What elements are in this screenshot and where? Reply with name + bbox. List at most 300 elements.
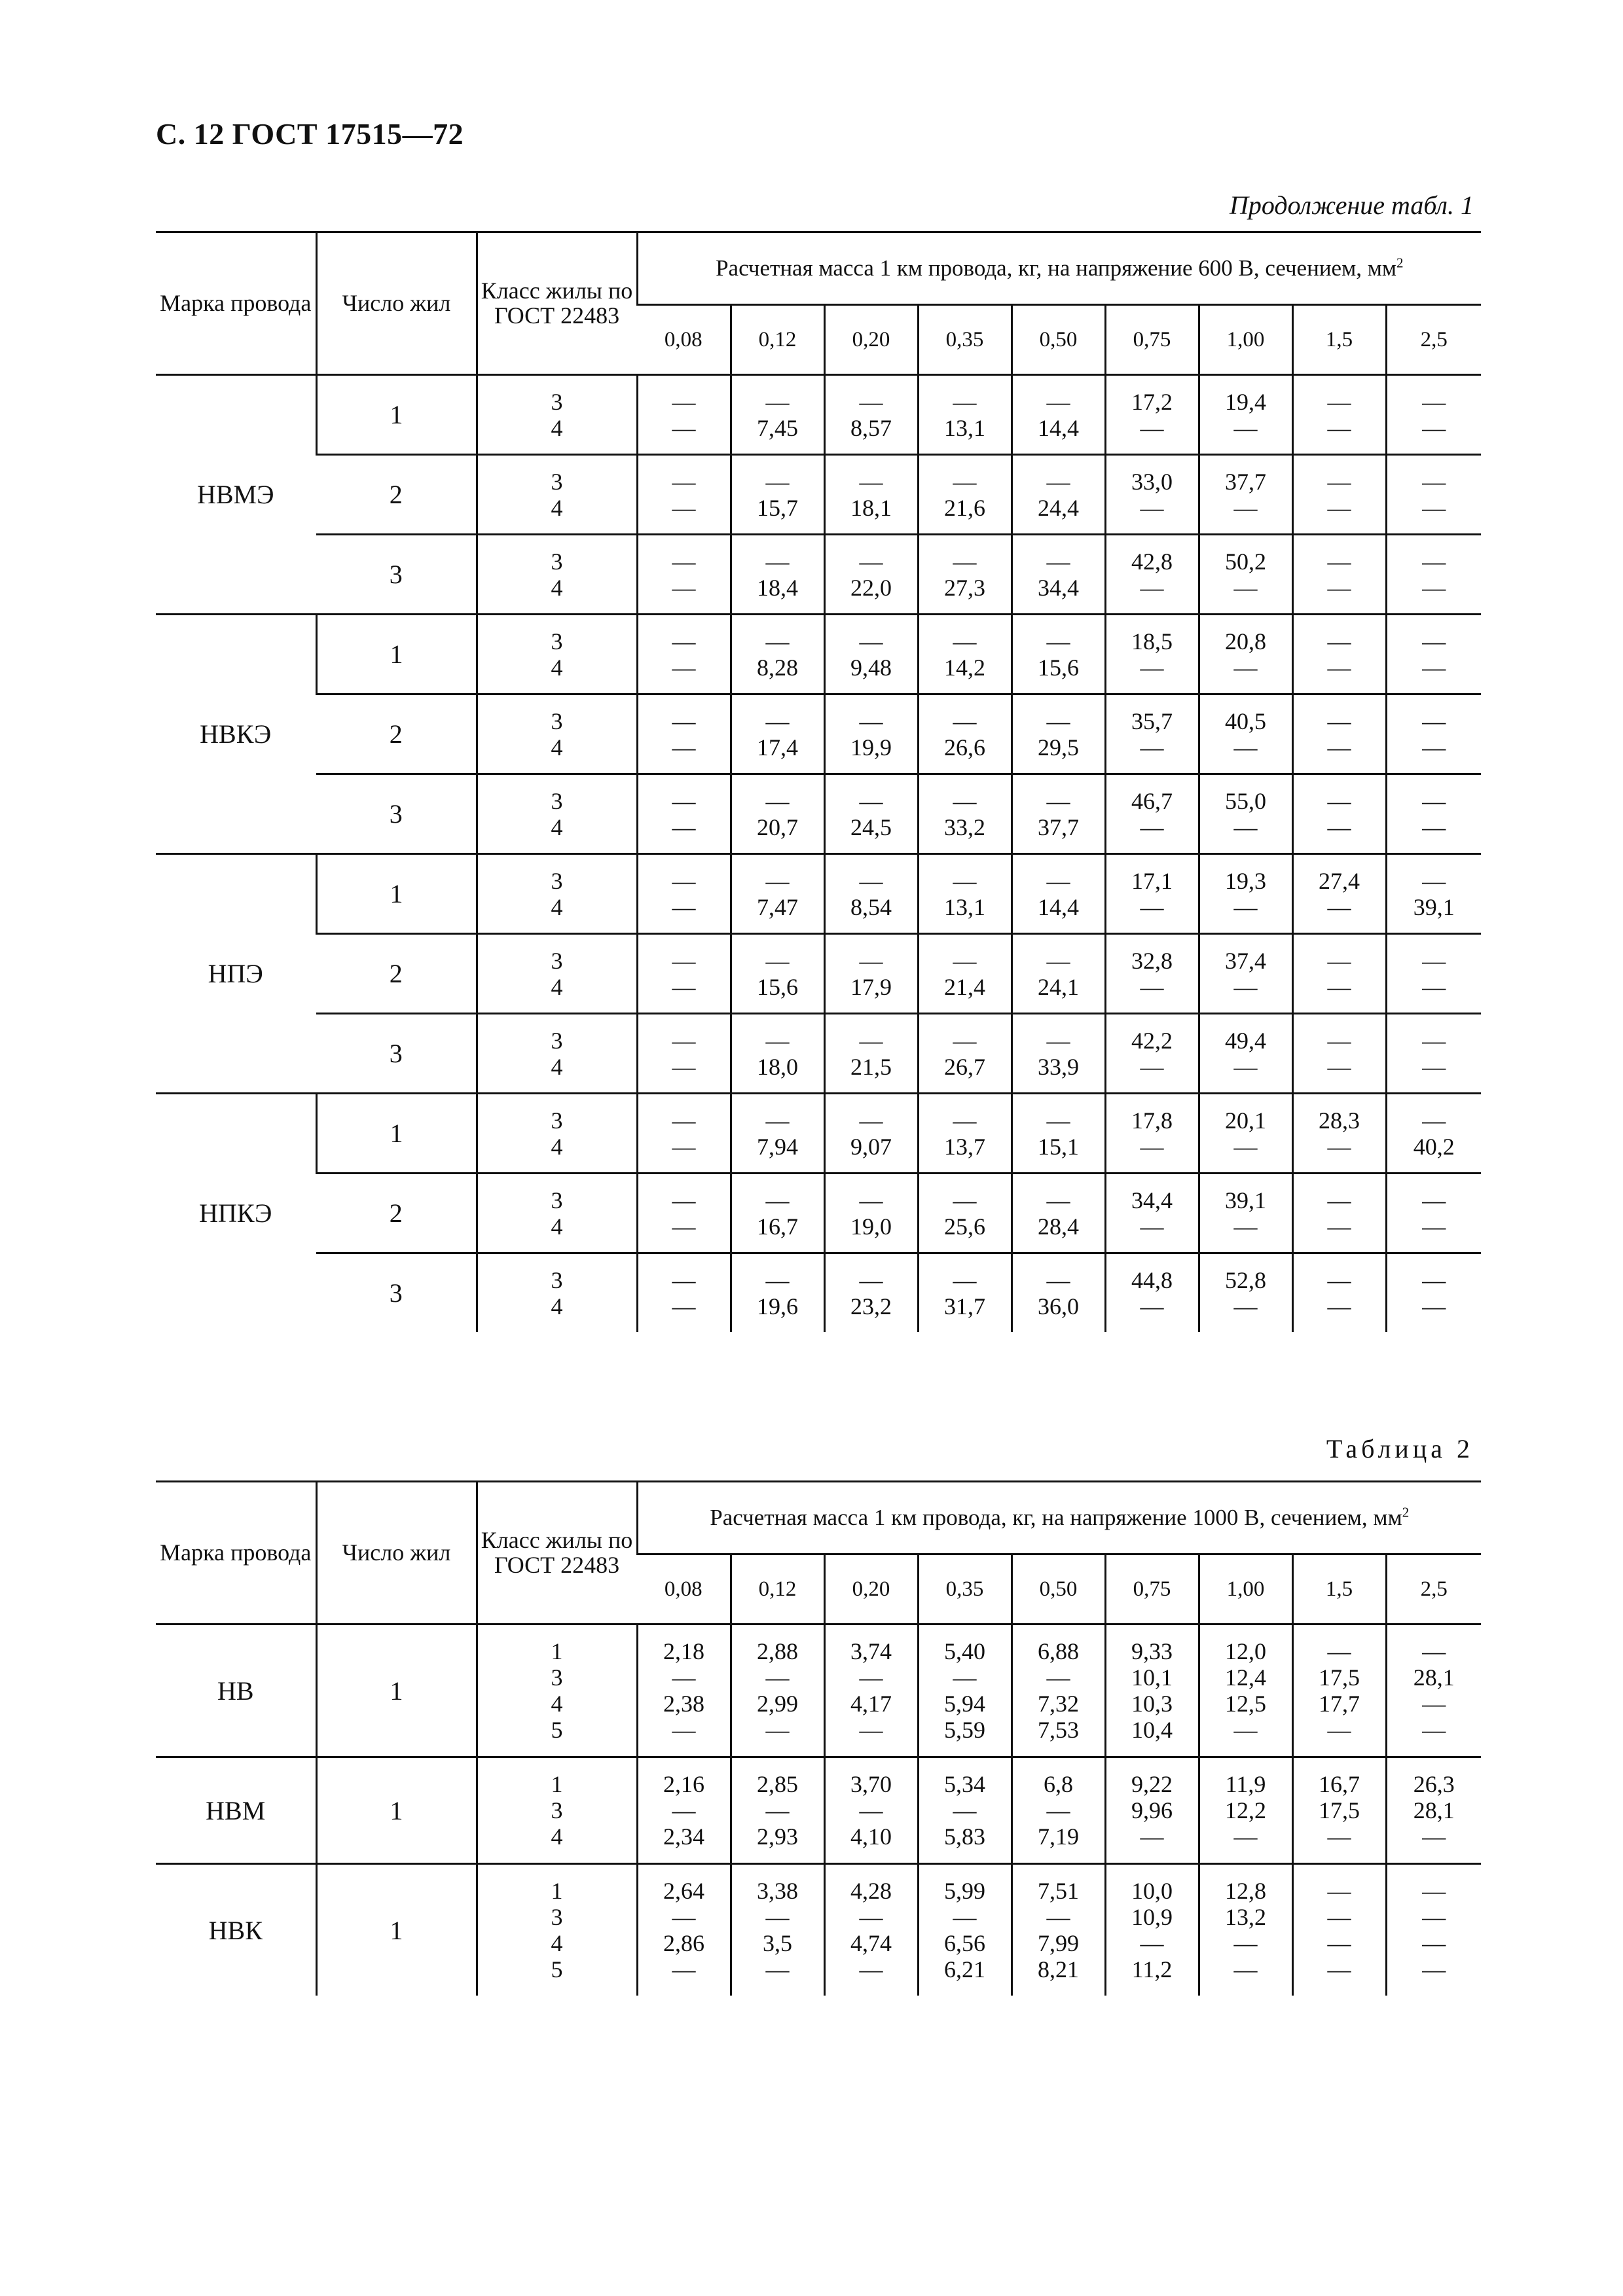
mass-value: 37,4 xyxy=(1225,947,1266,974)
mass-value: 12,8 xyxy=(1225,1878,1266,1904)
mass-value: 7,19 xyxy=(1038,1823,1079,1850)
mass-cell xyxy=(637,1624,731,1757)
mass-value: — xyxy=(672,1053,696,1080)
mass-cell xyxy=(1012,1094,1105,1174)
mass-value: 11,2 xyxy=(1131,1956,1173,1982)
mass-value: — xyxy=(765,1717,790,1743)
mass-value: — xyxy=(1233,814,1258,840)
mass-value: — xyxy=(1422,654,1446,681)
mass-cell xyxy=(637,1174,731,1253)
mass-value: 19,4 xyxy=(1225,388,1266,415)
mass-value: — xyxy=(672,893,696,920)
mass-value: 31,7 xyxy=(944,1293,985,1319)
mass-value: 18,0 xyxy=(757,1053,798,1080)
mass-cell xyxy=(637,1014,731,1094)
mass-value: — xyxy=(1046,1187,1070,1213)
mass-value: — xyxy=(1327,1930,1351,1956)
mass-cell xyxy=(731,535,824,615)
mass-value: — xyxy=(765,1664,790,1691)
mass-cell xyxy=(1105,1014,1199,1094)
mass-value: — xyxy=(1327,1027,1351,1054)
core-class xyxy=(477,934,637,1014)
mass-value: — xyxy=(1140,1293,1164,1319)
mass-cell xyxy=(1292,1864,1386,1996)
table-row xyxy=(156,1014,1481,1094)
mass-cell xyxy=(1199,1624,1292,1757)
mass-cell xyxy=(1386,1864,1481,1996)
mass-value: — xyxy=(765,708,790,734)
mass-cell xyxy=(1386,1014,1481,1094)
mass-value: — xyxy=(859,1266,883,1293)
table-row xyxy=(156,1624,1481,1757)
wire-mark: НПКЭ xyxy=(156,1094,316,1333)
mass-value: 18,5 xyxy=(1131,628,1173,655)
mass-value: — xyxy=(672,1293,696,1319)
mass-cell xyxy=(731,934,824,1014)
mass-value: 37,7 xyxy=(1225,468,1266,495)
core-class-value: 1 xyxy=(551,1878,563,1904)
mass-value: — xyxy=(672,1133,696,1160)
mass-header-text: Расчетная масса 1 км провода, кг, на напряжение 1000 В, сечением, мм xyxy=(710,1504,1402,1530)
mass-value: 46,7 xyxy=(1131,787,1173,814)
mass-value: 5,83 xyxy=(944,1823,985,1850)
core-class xyxy=(477,455,637,535)
col-class-header: Класс жилы по ГОСТ 22483 xyxy=(477,1482,637,1624)
mass-value: 9,07 xyxy=(850,1133,892,1160)
mass-value: 8,28 xyxy=(757,654,798,681)
mass-value: 42,2 xyxy=(1131,1027,1173,1054)
mass-value: — xyxy=(953,1904,977,1930)
mass-cell xyxy=(1012,1253,1105,1333)
mass-cell xyxy=(637,934,731,1014)
table-row xyxy=(156,694,1481,774)
mass-value: 6,8 xyxy=(1044,1771,1073,1797)
mass-value: 29,5 xyxy=(1038,734,1079,761)
mass-value: 4,17 xyxy=(850,1691,892,1717)
mass-value: 10,4 xyxy=(1131,1717,1173,1743)
mass-cell xyxy=(1105,694,1199,774)
mass-cell xyxy=(1292,1757,1386,1864)
mass-value: — xyxy=(1046,628,1070,655)
core-class xyxy=(477,1864,637,1996)
mass-value: 14,4 xyxy=(1038,893,1079,920)
col-class-header: Класс жилы по ГОСТ 22483 xyxy=(477,232,637,375)
mass-cell xyxy=(637,1864,731,1996)
mass-value: — xyxy=(672,628,696,655)
mass-value: — xyxy=(672,1904,696,1930)
col-count-header: Число жил xyxy=(316,1482,477,1624)
mass-cell xyxy=(1386,934,1481,1014)
mass-value: — xyxy=(1422,1266,1446,1293)
mass-cell xyxy=(1292,854,1386,934)
mass-cell xyxy=(731,774,824,854)
core-class xyxy=(477,1014,637,1094)
mass-value: — xyxy=(672,1027,696,1054)
mass-value: — xyxy=(1327,814,1351,840)
mass-value: — xyxy=(1140,414,1164,441)
section-header: 0,20 xyxy=(824,1554,918,1624)
mass-cell xyxy=(1386,1174,1481,1253)
mass-value: 15,1 xyxy=(1038,1133,1079,1160)
mass-value: — xyxy=(1140,734,1164,761)
mass-value: 14,4 xyxy=(1038,414,1079,441)
mass-value: — xyxy=(672,734,696,761)
section-header: 1,5 xyxy=(1292,1554,1386,1624)
core-class xyxy=(477,1253,637,1333)
table-row xyxy=(156,774,1481,854)
mass-cell xyxy=(1386,774,1481,854)
section-header: 0,75 xyxy=(1105,305,1199,375)
mass-cell xyxy=(637,694,731,774)
core-class-value: 3 xyxy=(551,1664,563,1691)
core-class-value: 3 xyxy=(551,1797,563,1823)
mass-cell xyxy=(1386,1757,1481,1864)
core-class-value: 4 xyxy=(551,1213,563,1240)
mass-value: — xyxy=(672,574,696,601)
mass-value: 2,86 xyxy=(663,1930,704,1956)
mass-value: — xyxy=(672,1187,696,1213)
mass-value: 9,22 xyxy=(1131,1771,1173,1797)
mass-value: — xyxy=(765,1107,790,1134)
section-header: 1,00 xyxy=(1199,305,1292,375)
mass-value: — xyxy=(1046,1027,1070,1054)
core-class-value: 3 xyxy=(551,1904,563,1930)
mass-value: — xyxy=(1233,494,1258,521)
table-row xyxy=(156,455,1481,535)
mass-value: 3,5 xyxy=(763,1930,792,1956)
mass-value: — xyxy=(1327,1904,1351,1930)
mass-value: 16,7 xyxy=(1319,1771,1360,1797)
mass-value: — xyxy=(672,654,696,681)
section-header: 2,5 xyxy=(1386,1554,1481,1624)
mass-value: 52,8 xyxy=(1225,1266,1266,1293)
mass-value: — xyxy=(953,1027,977,1054)
mass-value: 12,4 xyxy=(1225,1664,1266,1691)
mass-value: — xyxy=(1422,468,1446,495)
core-class-value: 3 xyxy=(551,787,563,814)
mass-value: — xyxy=(1046,1797,1070,1823)
mass-cell xyxy=(918,1864,1012,1996)
mass-value: — xyxy=(1046,388,1070,415)
mass-cell xyxy=(1012,694,1105,774)
wire-mark: НВКЭ xyxy=(156,615,316,854)
table-row xyxy=(156,1253,1481,1333)
mass-value: — xyxy=(1422,1956,1446,1982)
mass-cell xyxy=(1386,455,1481,535)
mass-value: — xyxy=(1422,973,1446,1000)
mass-value: — xyxy=(672,1107,696,1134)
mass-value: — xyxy=(1422,1638,1446,1664)
mass-value: — xyxy=(1233,1053,1258,1080)
mass-value: — xyxy=(672,708,696,734)
mass-cell xyxy=(637,1094,731,1174)
mass-value: 3,38 xyxy=(757,1878,798,1904)
mass-value: 17,8 xyxy=(1131,1107,1173,1134)
mass-cell xyxy=(918,455,1012,535)
mass-value: 16,7 xyxy=(757,1213,798,1240)
mass-value: — xyxy=(953,1797,977,1823)
core-count: 3 xyxy=(316,535,477,615)
mass-cell xyxy=(824,854,918,934)
mass-value: 9,48 xyxy=(850,654,892,681)
core-count: 1 xyxy=(316,1624,477,1757)
table-row xyxy=(156,1864,1481,1996)
mass-value: — xyxy=(1327,1213,1351,1240)
core-class-value: 4 xyxy=(551,973,563,1000)
core-class-value: 3 xyxy=(551,867,563,894)
mass-cell xyxy=(1386,854,1481,934)
mass-cell xyxy=(1105,375,1199,455)
core-class-value: 1 xyxy=(551,1771,563,1797)
core-class-value: 3 xyxy=(551,468,563,495)
mass-value: — xyxy=(1046,787,1070,814)
mass-value: 26,6 xyxy=(944,734,985,761)
mass-value: 28,1 xyxy=(1413,1664,1455,1691)
mass-value: 24,4 xyxy=(1038,494,1079,521)
mass-value: — xyxy=(1327,1956,1351,1982)
core-count: 2 xyxy=(316,455,477,535)
mass-cell xyxy=(1386,1094,1481,1174)
mass-header-sup: 2 xyxy=(1396,254,1404,270)
mass-cell xyxy=(824,1253,918,1333)
mass-header-text: Расчетная масса 1 км провода, кг, на напряжение 600 В, сечением, мм xyxy=(716,255,1397,281)
mass-value: 13,1 xyxy=(944,893,985,920)
mass-value: — xyxy=(953,1107,977,1134)
mass-cell xyxy=(1292,615,1386,694)
mass-value: 6,88 xyxy=(1038,1638,1079,1664)
col-mark-header: Марка провода xyxy=(156,1482,316,1624)
mass-value: — xyxy=(1327,1717,1351,1743)
mass-header-sup: 2 xyxy=(1402,1503,1410,1520)
section-header: 0,08 xyxy=(637,305,731,375)
mass-value: 2,88 xyxy=(757,1638,798,1664)
mass-cell xyxy=(824,1864,918,1996)
mass-value: — xyxy=(672,973,696,1000)
mass-value: — xyxy=(1233,1823,1258,1850)
mass-value: — xyxy=(672,1717,696,1743)
mass-value: — xyxy=(1422,1187,1446,1213)
mass-value: — xyxy=(859,708,883,734)
mass-value: 9,33 xyxy=(1131,1638,1173,1664)
mass-value: — xyxy=(1046,1107,1070,1134)
mass-cell xyxy=(637,455,731,535)
mass-cell xyxy=(1199,694,1292,774)
mass-value: — xyxy=(672,1213,696,1240)
mass-value: 50,2 xyxy=(1225,548,1266,575)
core-count: 1 xyxy=(316,854,477,934)
mass-value: — xyxy=(859,787,883,814)
mass-value: 34,4 xyxy=(1038,574,1079,601)
mass-cell xyxy=(1199,1253,1292,1333)
mass-value: 25,6 xyxy=(944,1213,985,1240)
mass-value: 8,57 xyxy=(850,414,892,441)
mass-cell xyxy=(918,375,1012,455)
mass-value: 26,7 xyxy=(944,1053,985,1080)
mass-value: — xyxy=(765,388,790,415)
mass-value: 21,5 xyxy=(850,1053,892,1080)
mass-value: — xyxy=(1422,414,1446,441)
mass-cell xyxy=(1292,774,1386,854)
wire-mark: НВМ xyxy=(156,1757,316,1864)
mass-value: — xyxy=(1327,574,1351,601)
core-class xyxy=(477,1094,637,1174)
table-row xyxy=(156,1174,1481,1253)
table-row xyxy=(156,854,1481,934)
mass-value: — xyxy=(1046,1664,1070,1691)
core-class xyxy=(477,615,637,694)
mass-value: — xyxy=(1327,628,1351,655)
mass-value: 4,74 xyxy=(850,1930,892,1956)
core-class xyxy=(477,694,637,774)
mass-value: — xyxy=(1140,1213,1164,1240)
mass-value: — xyxy=(1233,1956,1258,1982)
mass-value: — xyxy=(1422,1107,1446,1134)
mass-value: — xyxy=(672,414,696,441)
mass-value: 49,4 xyxy=(1225,1027,1266,1054)
mass-value: — xyxy=(1233,1717,1258,1743)
mass-value: — xyxy=(859,468,883,495)
mass-cell xyxy=(1292,535,1386,615)
section-header: 0,35 xyxy=(918,1554,1012,1624)
mass-value: — xyxy=(859,1956,883,1982)
mass-value: 6,56 xyxy=(944,1930,985,1956)
mass-cell xyxy=(1012,1864,1105,1996)
mass-value: — xyxy=(765,787,790,814)
mass-value: 13,1 xyxy=(944,414,985,441)
table-row xyxy=(156,934,1481,1014)
mass-cell xyxy=(1012,854,1105,934)
mass-cell xyxy=(1012,615,1105,694)
core-class-value: 3 xyxy=(551,1266,563,1293)
mass-cell xyxy=(1105,455,1199,535)
core-class-value: 4 xyxy=(551,734,563,761)
mass-value: — xyxy=(859,1187,883,1213)
mass-cell xyxy=(1105,1253,1199,1333)
mass-value: — xyxy=(859,1107,883,1134)
core-class xyxy=(477,1757,637,1864)
mass-value: 8,54 xyxy=(850,893,892,920)
mass-value: — xyxy=(765,947,790,974)
mass-value: — xyxy=(1233,654,1258,681)
mass-value: 21,4 xyxy=(944,973,985,1000)
mass-value: — xyxy=(1140,1133,1164,1160)
mass-value: 34,4 xyxy=(1131,1187,1173,1213)
table-row xyxy=(156,1094,1481,1174)
mass-value: 26,3 xyxy=(1413,1771,1455,1797)
core-class-value: 3 xyxy=(551,947,563,974)
mass-value: — xyxy=(672,468,696,495)
mass-cell xyxy=(637,615,731,694)
mass-value: — xyxy=(672,548,696,575)
table1 xyxy=(156,231,1481,1332)
mass-value: — xyxy=(1233,973,1258,1000)
mass-value: 5,40 xyxy=(944,1638,985,1664)
mass-value: 6,21 xyxy=(944,1956,985,1982)
mass-cell xyxy=(824,455,918,535)
mass-cell xyxy=(824,375,918,455)
mass-value: — xyxy=(1140,1930,1164,1956)
core-count: 1 xyxy=(316,1864,477,1996)
mass-cell xyxy=(1292,1624,1386,1757)
mass-value: 13,2 xyxy=(1225,1904,1266,1930)
mass-cell xyxy=(637,1253,731,1333)
mass-value: — xyxy=(859,867,883,894)
mass-value: — xyxy=(953,388,977,415)
mass-value: 33,2 xyxy=(944,814,985,840)
mass-value: 2,64 xyxy=(663,1878,704,1904)
col-count-header: Число жил xyxy=(316,232,477,375)
mass-value: 39,1 xyxy=(1413,893,1455,920)
mass-value: — xyxy=(1422,574,1446,601)
mass-cell xyxy=(1105,934,1199,1014)
mass-cell xyxy=(824,774,918,854)
mass-value: — xyxy=(1233,574,1258,601)
mass-value: — xyxy=(1422,867,1446,894)
mass-value: 24,5 xyxy=(850,814,892,840)
mass-cell xyxy=(918,1014,1012,1094)
section-header: 2,5 xyxy=(1386,305,1481,375)
mass-value: — xyxy=(1327,1823,1351,1850)
core-class-value: 4 xyxy=(551,1691,563,1717)
mass-cell xyxy=(1199,854,1292,934)
mass-value: 15,6 xyxy=(1038,654,1079,681)
mass-value: 7,94 xyxy=(757,1133,798,1160)
mass-cell xyxy=(637,1757,731,1864)
mass-value: — xyxy=(1140,574,1164,601)
mass-value: — xyxy=(1046,708,1070,734)
mass-cell xyxy=(637,375,731,455)
section-header: 0,20 xyxy=(824,305,918,375)
mass-cell xyxy=(731,615,824,694)
table1-body xyxy=(156,375,1481,1333)
core-class-value: 4 xyxy=(551,654,563,681)
core-count: 3 xyxy=(316,774,477,854)
mass-value: 22,0 xyxy=(850,574,892,601)
mass-value: — xyxy=(765,1797,790,1823)
mass-cell xyxy=(918,934,1012,1014)
mass-value: — xyxy=(765,1904,790,1930)
mass-cell xyxy=(1105,1864,1199,1996)
mass-value: — xyxy=(1233,734,1258,761)
mass-value: 2,85 xyxy=(757,1771,798,1797)
core-class-value: 3 xyxy=(551,548,563,575)
mass-value: — xyxy=(1140,814,1164,840)
mass-cell xyxy=(1199,1094,1292,1174)
mass-cell xyxy=(731,1174,824,1253)
mass-value: — xyxy=(672,1797,696,1823)
mass-value: 28,4 xyxy=(1038,1213,1079,1240)
mass-value: — xyxy=(1422,734,1446,761)
mass-value: 7,51 xyxy=(1038,1878,1079,1904)
mass-cell xyxy=(637,774,731,854)
mass-cell xyxy=(918,774,1012,854)
core-class-value: 4 xyxy=(551,494,563,521)
mass-value: — xyxy=(1422,1027,1446,1054)
section-header: 0,12 xyxy=(731,1554,824,1624)
mass-cell xyxy=(918,1757,1012,1864)
mass-value: — xyxy=(672,1266,696,1293)
mass-value: 17,4 xyxy=(757,734,798,761)
table2-body xyxy=(156,1624,1481,1996)
mass-value: — xyxy=(1422,1930,1446,1956)
mass-value: — xyxy=(1140,654,1164,681)
mass-value: — xyxy=(1422,787,1446,814)
mass-value: 15,6 xyxy=(757,973,798,1000)
mass-value: — xyxy=(1046,947,1070,974)
mass-cell xyxy=(918,615,1012,694)
core-class-value: 4 xyxy=(551,814,563,840)
mass-value: — xyxy=(765,1266,790,1293)
